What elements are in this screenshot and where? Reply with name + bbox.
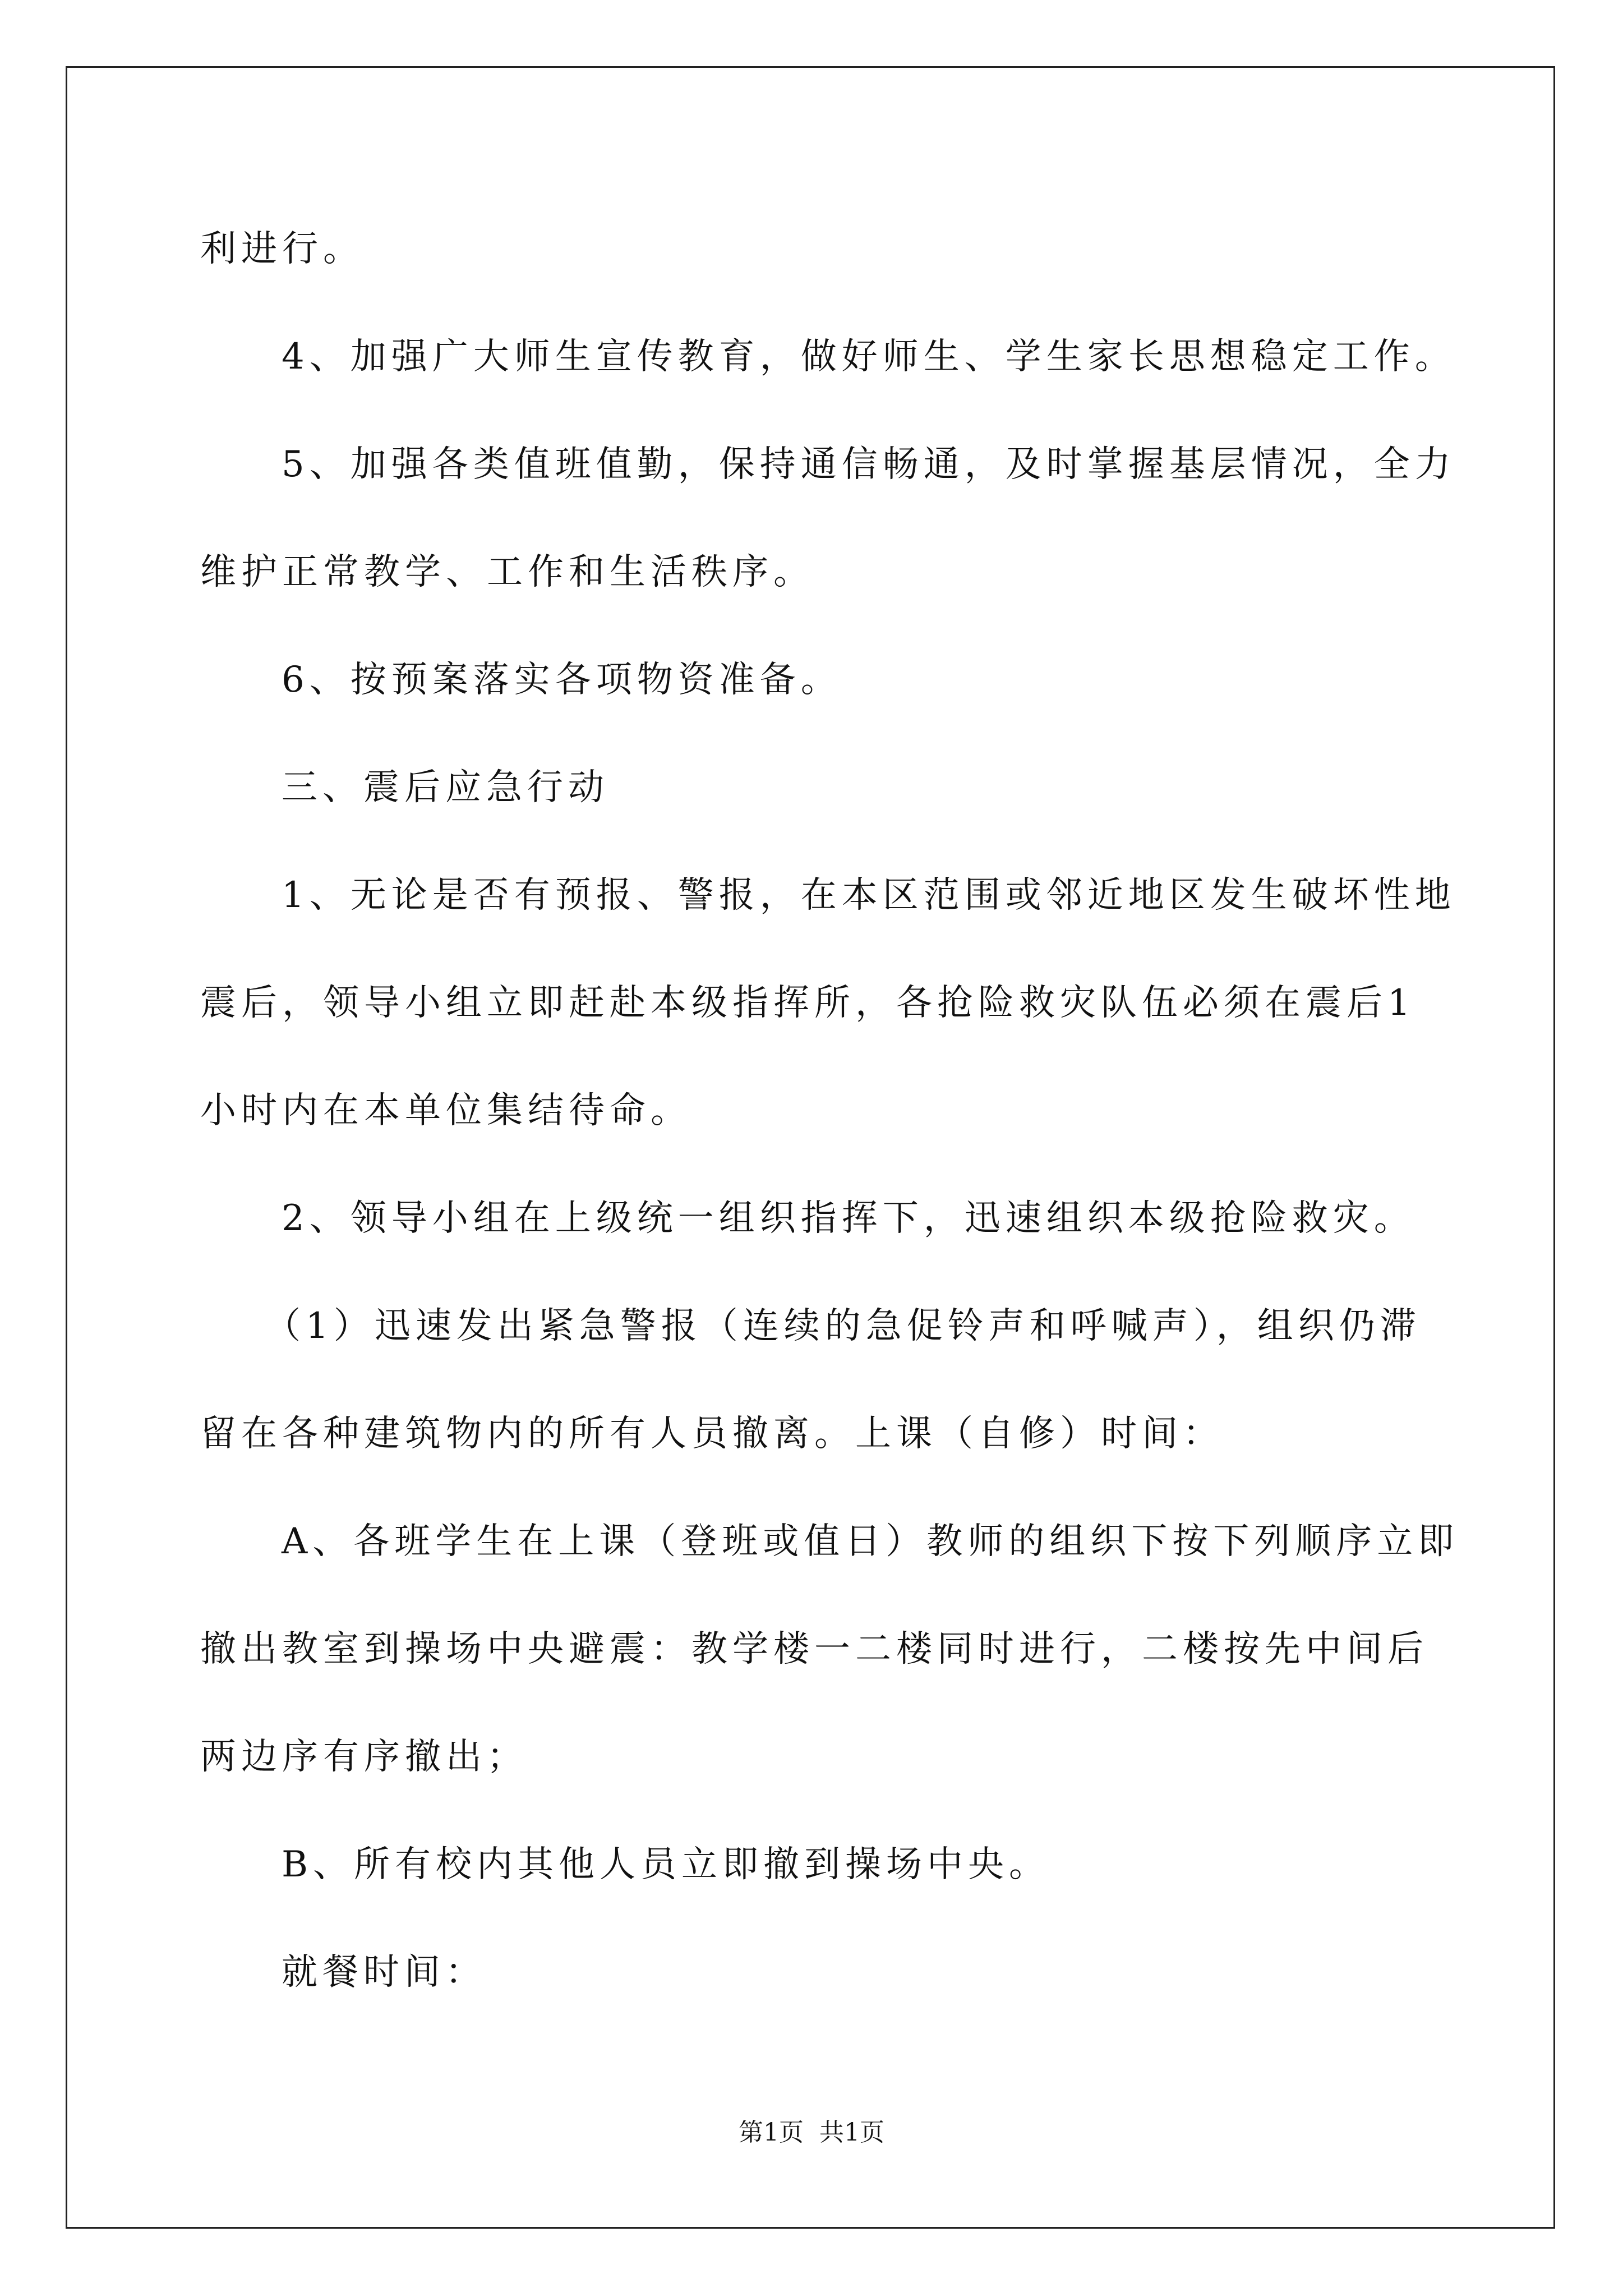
text-line: 利进行。 xyxy=(200,228,364,270)
text-line: 维护正常教学、工作和生活秩序。 xyxy=(200,551,814,593)
text-line: 2、领导小组在上级统一组织指挥下，迅速组织本级抢险救灾。 xyxy=(282,1198,1415,1239)
text-line: B、所有校内其他人员立即撤到操场中央。 xyxy=(282,1844,1050,1885)
text-line: 两边序有序撤出； xyxy=(200,1736,528,1778)
text-line: 6、按预案落实各项物资准备。 xyxy=(282,659,842,701)
text-line: 4、加强广大师生宣传教育，做好师生、学生家长思想稳定工作。 xyxy=(282,336,1456,378)
text-line: 撤出教室到操场中央避震：教学楼一二楼同时进行，二楼按先中间后 xyxy=(200,1628,1428,1670)
page-border xyxy=(66,66,1555,2229)
section-heading: 三、震后应急行动 xyxy=(282,767,609,808)
text-line: 5、加强各类值班值勤，保持通信畅通，及时掌握基层情况，全力 xyxy=(282,444,1456,485)
text-line: 1、无论是否有预报、警报，在本区范围或邻近地区发生破坏性地 xyxy=(282,875,1456,916)
text-line: 震后，领导小组立即赶赴本级指挥所，各抢险救灾队伍必须在震后1 xyxy=(200,982,1415,1024)
text-line: A、各班学生在上课（登班或值日）教师的组织下按下列顺序立即 xyxy=(282,1521,1459,1562)
page-number-footer: 第1页 共1页 xyxy=(739,2118,884,2147)
text-line: 就餐时间： xyxy=(282,1952,486,1993)
text-line: 留在各种建筑物内的所有人员撤离。上课（自修）时间： xyxy=(200,1413,1224,1455)
text-line: 小时内在本单位集结待命。 xyxy=(200,1090,691,1131)
text-line: （1）迅速发出紧急警报（连续的急促铃声和呼喊声），组织仍滞 xyxy=(265,1305,1421,1347)
